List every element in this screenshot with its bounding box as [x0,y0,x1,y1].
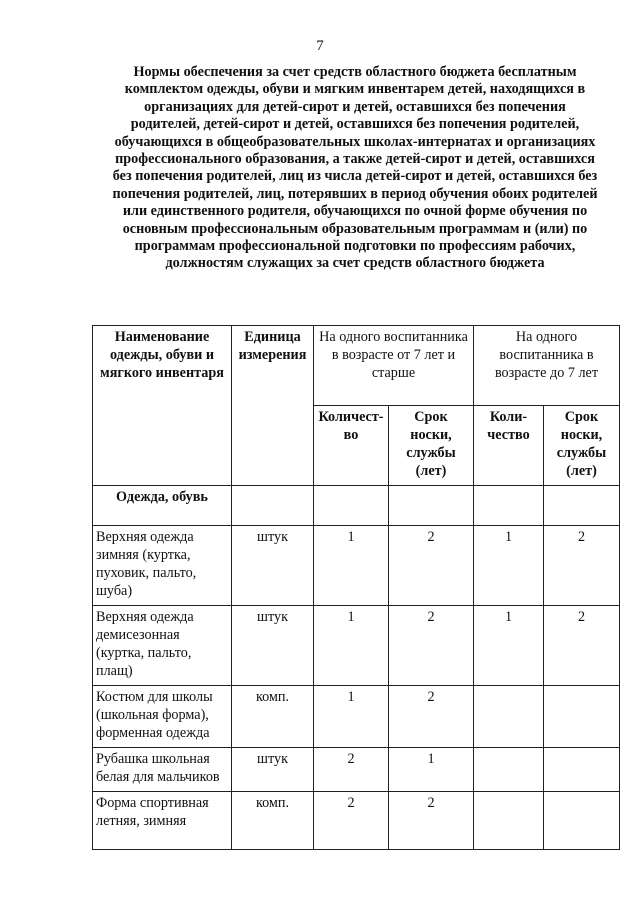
title-line: родителей, детей-сирот и детей, оставшихся без попечения родителей, [130,116,580,133]
header-qty-7-plus: Количест-во [314,406,389,486]
row-unit: штук [232,526,314,606]
row-unit: штук [232,748,314,792]
row-item-name-text: Рубашка школьная [96,751,210,767]
row-term-7-plus: 2 [389,686,474,748]
section-title: Одежда, обувь [93,486,232,526]
row-term-under-7: 2 [544,526,620,606]
row-qty-7-plus: 1 [314,686,389,748]
row-qty-7-plus: 2 [314,792,389,850]
row-qty-under-7: 1 [474,606,544,686]
row-item-name [93,748,232,792]
empty-cell [474,486,544,526]
title-line: организациях для детей-сирот и детей, оставшихся без попечения [144,98,566,115]
title-line: обучающихся в общеобразовательных школах-интернатах и организациях [114,133,596,150]
header-qty-under-7: Коли-чество [474,406,544,486]
row-item-name-line1 [96,750,228,768]
title-line: профессионального образования, а также детей-сирот и детей, оставшихся [115,151,595,168]
row-term-under-7 [544,792,620,850]
header-group-7-plus: На одного воспитанника в возрасте от 7 лет и старше [314,326,474,406]
row-item-name: Костюм для школы (школьная форма), форменная одежда [93,686,232,748]
row-item-name [93,792,232,850]
row-qty-7-plus: 2 [314,748,389,792]
row-qty-7-plus: 1 [314,526,389,606]
title-line: программам профессиональной подготовки по профессиям рабочих, [134,238,576,255]
row-qty-under-7 [474,686,544,748]
row-qty-under-7 [474,792,544,850]
title-line: попечения родителей, лиц, потерявших в период обучения обоих родителей [112,185,598,202]
empty-cell [544,486,620,526]
header-item-name: Наименование одежды, обуви и мягкого инвентаря [93,326,232,486]
title-line: Нормы обеспечения за счет средств областного бюджета бесплатным [133,64,577,80]
empty-cell [314,486,389,526]
norms-table [92,325,620,850]
row-item-name: Верхняя одежда демисезонная (куртка, пальто, плащ) [93,606,232,686]
row-unit: штук [232,606,314,686]
header-term-7-plus: Срок носки, службы (лет) [389,406,474,486]
row-unit: комп. [232,686,314,748]
header-row [93,326,620,406]
row-item-name-line2: белая для мальчиков [96,769,220,785]
title-line: основным профессиональным образовательным программам и (или) по [122,220,588,237]
table-row [93,526,620,606]
header-unit: Единица измерения [232,326,314,486]
table-row [93,792,620,850]
table-row [93,606,620,686]
table-row [93,748,620,792]
row-term-7-plus: 1 [389,748,474,792]
title-line: или единственного родителя, обучающихся по очной форме обучения по [122,203,588,220]
row-qty-7-plus: 1 [314,606,389,686]
row-term-under-7 [544,686,620,748]
table-row [93,686,620,748]
header-term-under-7: Срок носки, службы (лет) [544,406,620,486]
row-item-name: Верхняя одежда зимняя (куртка, пуховик, пальто, шуба) [93,526,232,606]
header-group-under-7: На одного воспитанника в возрасте до 7 лет [474,326,620,406]
empty-cell [232,486,314,526]
document-title [92,64,618,273]
row-qty-under-7: 1 [474,526,544,606]
row-item-name-line2: летняя, зимняя [96,813,187,829]
row-qty-under-7 [474,748,544,792]
title-line: должностям служащих за счет средств областного бюджета [165,255,545,272]
row-term-under-7: 2 [544,606,620,686]
row-term-under-7 [544,748,620,792]
row-unit: комп. [232,792,314,850]
row-term-7-plus: 2 [389,526,474,606]
section-row [93,486,620,526]
row-term-7-plus: 2 [389,606,474,686]
title-line: комплектом одежды, обуви и мягким инвентарем детей, находящихся в [124,81,586,98]
row-item-name-line1: Форма спортивная [96,795,209,811]
title-line: без попечения родителей, лиц из числа детей-сирот и детей, оставшихся без [112,168,598,185]
row-term-7-plus: 2 [389,792,474,850]
empty-cell [389,486,474,526]
page-number: 7 [316,38,324,54]
